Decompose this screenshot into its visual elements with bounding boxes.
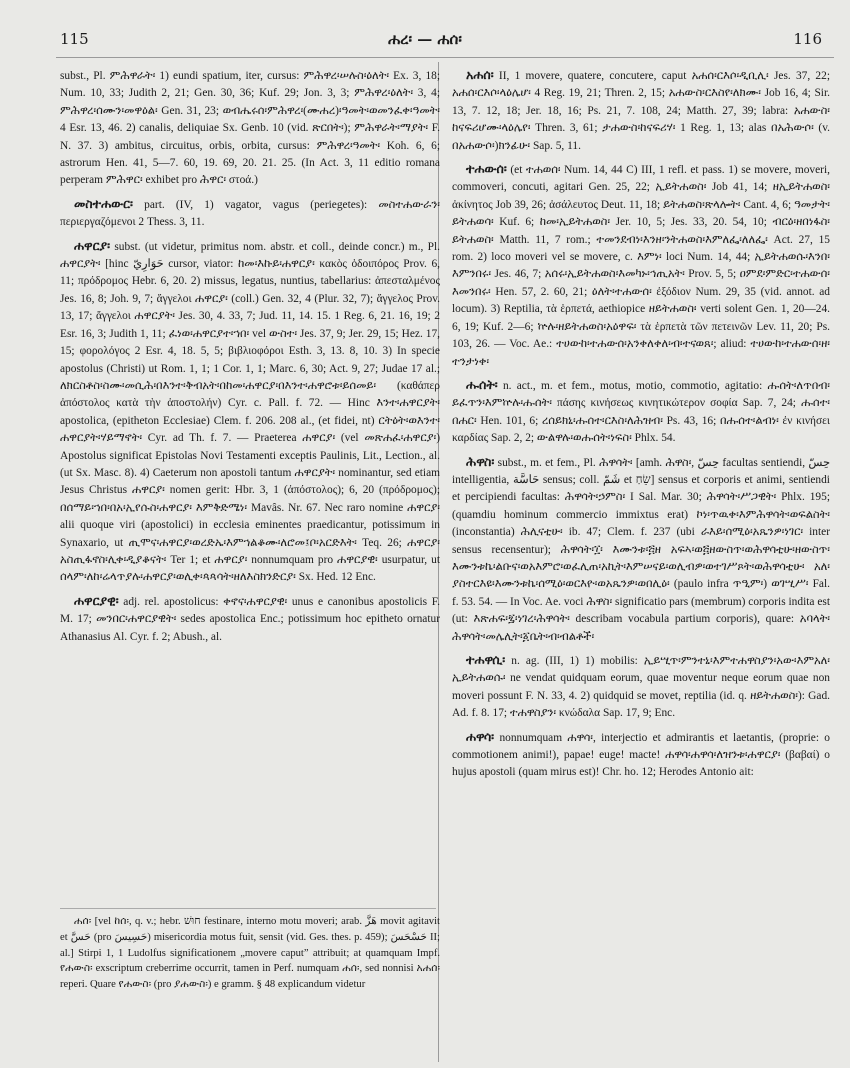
header-rule bbox=[56, 57, 834, 58]
footnote-rule bbox=[60, 908, 436, 909]
page-number-right: 116 bbox=[793, 30, 822, 48]
entry-text: adj. rel. apostolicus: ቀኖና፡ሐዋርያዊ፡ unus e canonibus apostolicis F. M. 17; መንበር፡ሐዋርያዊት፡ sedes apostolica Enc.; potissimum hoc epitheto ornatur Athanasius Al. Cyr. f. 2; Abush., al. bbox=[60, 595, 440, 643]
entry-text: II, 1 movere, quatere, concutere, caput አሐሰ፡ርእሶ፡ዲቢሊ፡ Jes. 37, 22; አሐሰ፡ርእሶ፡ላዕሌሆ፡ 4 Reg. 19, 21; Thren. 2, 15; አሐውስ፡ርእስየ፡ለክሙ፡ Job 16, 4; Sir. 13, 7. 12, 18; Jer. 18, 16; Ps. 21, 7. 108, 24; Matth. 27, 39; labra: አሐውስ፡ከናፍሪሆሙ፡ላዕሌየ፡ Thren. 3, 61; ታሐውስ፡ከናፍሪሃ፡ 1 Reg. 1, 13; alas በአሕውሶ፡ (v. በአሐውሶ፡)ክንፊሁ፡ Sap. 5, 11. bbox=[452, 70, 830, 152]
entry-headword: አሐሰ፡ bbox=[466, 67, 494, 82]
entry-headword: ተሐውሰ፡ bbox=[466, 161, 507, 177]
footnote-text: ሐሰ፡ [vel ከሰ፡, q. v.; hebr. חוּשׁ festinare, interno motu moveri; arab. هَزَّ movit agitavit et حَسَّ (pro حَسِيسَ) misericordia motus fuit, sensit (vid. Ges. thes. p. 459); حَسْحَسَ II; al.] Stirpi 1, 1 Ludolfus significationem „movere caput” attribuit; at quamquam Impf. የሐውስ፡ exscriptum creberrime occurrit, tamen in Perf. numquam ሐሰ፡, sed nonnisi አሐሰ፡ reperi. Quare የሐውስ፡ (pro ያሐውስ፡) e gramm. § 48 explicandum videtur bbox=[60, 916, 440, 991]
dictionary-entry bbox=[60, 592, 440, 646]
entry-headword: ሐዋሳ፡ bbox=[466, 728, 495, 744]
entry-text: subst. (ut videtur, primitus nom. abstr. et coll., deinde concr.) m., Pl. ሐዋርያት፡ [hinc حَوَارِيّ cursor, viator: ከመ፡እኩይ፡ሐዋርያ፡ κακὸς ὁδοιπόρος Prov. 6, 11; πρόδρομος Hebr. 6, 20. 2) missus, legatus, nuntius, tabellarius: ἀπεσταλμένος Jes. 16, 8; Joh. 9, 7; ἄγγελοι ሐዋርያ፡ (coll.) Gen. 32, 4 (Plur. 32, 7); ἄγγελος Prov. 13, 17; ἄγγελοι ሐዋርያት፡ Jes. 30, 4. 33, 7; Jud. 11, 14. 15. 1 Reg. 6, 21. 16, 19; 2 Esr. 16, 3; Judith 1, 11; ፈነወ፡ሐዋርያተ፡ኀበ፡ vel ውስተ፡ Jes. 37, 9; Jer. 29, 15; Hez. 17, 15; φορολόγος 2 Esr. 4, 18. 5, 5; βιβλιοφόροι Esth. 3, 13. 8, 10. 3) In specie apostolus (Christi) ut Rom. 1, 1; 1 Cor. 1, 1; Marc. 6, 30; Act. 9, 27; Judae 17 al.; ለክርስቶስ፡ስሙ፡መሲሕ፡በእንተ፡ቅብአት፡በከመ፡ሐዋርያ፡በእንተ፡ሐዋሮቱ፡ይሰመይ፡ (καθάπερ ἀπόστολος κατὰ τὴν ἀποστολήν) Cyr. c. Pall. f. 72. — Hinc እንተ፡ሐዋርያት፡ apostolica, (epitheton Ecclesiae) Clem. f. 206. 208 al., (et fidei, nt) ርትዕት፡ወእንተ፡ሐዋርያት፡ሃይማኖት፡ Cyr. ad Th. f. 7. — Praeterea ሐዋርያ፡ (vel መጽሐፈ፡ሐዋርያ፡) Apostolus significat Epistolas Novi Testamenti exceptis Paulinis, Lit., Lection., al. (ut Sx. Masc. 8). 4) Caeterum non apostoli tantum ሐዋርያት፡ nominantur, sed etiam Jesus Christus ሐዋርያ፡ nomen gerit: Hbr. 3, 1 (ἀπόστολος); 6, 20 (πρόδρομος); በሰማይ፡ኀበ፡በአ፡ኢየሱስ፡ሐዋርያ፡ እምቅድሜነ፡ Mavâs. Nr. 67. Nec raro nomine ሐዋርያ፡ alii quoque viri (apostolici) in ecclesia eminentes praedicantur, potissimum in Synaxario, ut ጢሞና፡ሐዋርያ፡ወረድኤ፡እምኀልቆሙ፡ለሮመ፤ቦ፡አርድእት፡ Teq. 26; ሐዋርያ፡አስጢፋኖስ፡ሊቀ፡ዲያቆናት፡ Ter 1; et ሐዋርያ፡ nonnumquam pro ሐዋርያዊ፡ usurpatur, ut ሰላም፡ለከ፡ሬላጥያሉ፡ሐዋርያ፡ወሊቀ፡ጳጳሳት፡ዘለእስክንድርያ፡ Sx. Hed. 12 Enc. bbox=[60, 240, 440, 584]
entry-headword: ተሐዋሲ፡ bbox=[466, 652, 506, 667]
right-column bbox=[452, 66, 830, 1062]
dictionary-entry bbox=[452, 651, 830, 723]
dictionary-entry bbox=[452, 160, 830, 371]
dictionary-entry bbox=[60, 66, 440, 190]
entry-text: nonnumquam ሐዋሳ፡, interjectio et admirantis et laetantis, (proprie: o commotionem animi!), papae! euge! macte! ሐዋሳ፡ሐዋሳ፡ለዝንቱ፡ሐዋርያ፡ (βαβαί) o hujus apostoli (quam mirus est)! Chr. ho. 12; Herodes Antonio ait: bbox=[452, 731, 830, 779]
entry-text: (et ተሐወሰ፡ Num. 14, 44 C) III, 1 refl. et pass. 1) se movere, moveri, commoveri, concuti, agitari Gen. 25, 22; ኢይትሐወስ፡ Job 41, 14; ዘኢይትሐወስ፡ ἀκίνητος Job 39, 26; ἀσάλευτος Deut. 11, 18; ይትሐወስ፡ጽላሎት፡ Cant. 4, 6; ዓመታት፡ይትሐወሳ፡ Kuf. 6; ከመ፡ኢይትሐወስ፡ Jer. 10, 5; Jes. 33, 20. 54, 10; ብርዕ፡ዘበነፋስ፡ይትሐወስ፡ Matth. 11, 7 rom.; ተመንደብነ፡እንዘ፡ንትሐወስ፡እምለፌ፡ለለፌ፡ Act. 27, 15 rom. 2) loco moveri vel se movere, c. እምነ፡ loci Num. 14, 44; ኢይትሐወሱ፡እንበ፡እምንበሩ፡ Jes. 46, 7; አሰሩ፡ኢይትሐወስ፡እመካኑ፡ኅጢአት፡ Prov. 5, 5; ዐምደ፡ምድር፡ተሐውሰ፡እመንበሩ፡ Hen. 57, 2. 60, 21; ዕለት፡ተሐውሰ፡ ἐξόδιον Num. 29, 35 (vid. annot. ad locum). 3) Reptilia, τὰ ἑρπετά, aethiopice ዘይትሐወስ፡ verti solent Gen. 1, 20—24. 6, 19; Kuf. 2—6; ኵሉ፡ዘይትሐወስ፡አዕዋፍ፡ τὰ ἑρπετὰ τῶν πετεινῶν Lev. 11, 20; Ps. 103, 26. — Voc. Ae.: ተሀውከ፡ተሐውሰ፡አንቀለቀለ፡ብ፡ተናወጸ፡; aliud: ተሀውከ፡ተሐውሰ፡ዘ፡ተንታነቀ፡ bbox=[452, 164, 830, 368]
dictionary-entry bbox=[452, 728, 830, 782]
entry-text: subst., m. et fem., Pl. ሕዋሳት፡ [amh. ሕዋስ፡, حِسّ facultas sentiendi, حِسّ intelligentia, حَاسَّة sensus; coll. شَمّ et שֵׂחַ] sensus et corporis et animi, sentiendi et percipiendi facultas: ሕዋሳት፡ኃምስ፡ I Sal. Mar. 30; ሕዋሳት፡ሥጋዊት፡ Phlx. 195; (quamdiu hominum commercio immixtus erat) ኮነ፡ጥዉቀ፡እምሕዋሳት፡ወፍልስት፡ (inconstantia) ሕሊናቲሁ፡ ib. 47; Clem. f. 237 (ubi ራእይ፡ሰሚዕ፡አጼንዎ፡ነገር፡ inter sensus recensentur); ሕዋሳት፡፲፡ እሙንቱ፡፭ዘ አፍኣ፡ወ፭ዘውስጥ፡ወሕዋሳቲሁ፡ዘውስጥ፡እሙንቱኬ፡ልቡና፡ወአእምሮ፡ወፈሊጠ፡አኪት፡እምሠናይ፡ወሊብዎ፡ወተገሥጾት፡ወሕዋሳቲሁ፡ አለ፡ያስተርእዩ፡እሙንቱኬ፡ሰሚዕ፡ወርእዮ፡ወአጼንዎ፡ወበሊዕ፡ (paulo infra ጥዒም፡) ወገሢሥ፡ Fal. f. 53. 54. — In Voc. Ae. voci ሕዋስ፡ significatio pars (membrum) corporis indita est (ut: እጽሐፍ፡፯፡ነገረ፡ሕዋሳት፡ describam vocabula partium corporis), quare: አባላት፡ሕዋሳት፡መሌሊት፡፩ቤት፡ብ፡ብልቶች፡ bbox=[452, 456, 830, 643]
entry-text: n. ag. (III, 1) 1) mobilis: ኢይሢጥ፡ምንተኒ፡እምተሐዋስያን፡አው፡እምአለ፡ኢይትሐወሱ፡ ne vendat quidquam eorum, quae moventur neque eorum quae non moveri possunt F. N. 33, 4. 2) quidquid se movet, reptilia (id. q. ዘይትሐወስ፡): Gad. Ad. f. 8. 17; ተሐዋስያን፡ κνώδαλα Sap. 17, 9; Enc. bbox=[452, 655, 830, 720]
entry-text: subst., Pl. ምሕዋራት፡ 1) eundi spatium, iter, cursus: ምሕዋረ፡ሠሉስ፡ዕለት፡ Ex. 3, 18; Num. 10, 33; Judith 2, 21; Gen. 30, 36; Kuf. 29; Jon. 3, 3; ምሕዋረ፡ዕለት፡ 3, 4; ምሕዋረ፡ሰሙን፡መዋዕል፡ Gen. 31, 23; ወብሔሩሰ፡ምሕዋረ፡(ሙሐረ)፡ዓመት፡ወመንፈቀ፡ዓመት፡ 4 Esr. 13, 46. 2) canalis, deliquiae Sx. Genb. 10 (vid. ጽርበት፡); ምሕዋራት፡ማያት፡ F. N. 37. 3) ambitus, circuitus, orbis, orbita, cursus: ምሕዋረ፡ዓመት፡ Koh. 6, 6; astrorum Hen. 41, 5—7. 60, 19. 69, 20. 21. 25. (In Act. 3, 11 editio romana perperam ምሕዋር፡ exhibet pro ሕዋር፡ στοά.) bbox=[60, 70, 440, 187]
dictionary-entry bbox=[452, 66, 830, 155]
dictionary-entry bbox=[452, 453, 830, 646]
dictionary-entry bbox=[60, 237, 440, 587]
running-head: ሐረ፡ — ሐሰ፡ bbox=[388, 30, 462, 48]
page-number-left: 115 bbox=[60, 30, 89, 48]
entry-text: n. act., m. et fem., motus, motio, commotio, agitatio: ሑሰት፡ለጥበብ፡ይፈጥን፡እምኵሉ፡ሑሰት፡ πάσης κινήσεως κινητικώτερον σοφία Sap. 7, 24; ሑሰተ፡በሐር፡ Hen. 101, 6; ረሰይክኒ፡ሑሰተ፡ርእስ፡ለሕዝብ፡ Ps. 43, 16; በሑሰተ፡ልብነ፡ ἐν κινήσει καρδίας Sap. 2, 2; ውልዋሉ፡ወሑሰት፡ነፍስ፡ Phlx. 54. bbox=[452, 379, 830, 445]
entry-headword: ሐዋርያ፡ bbox=[74, 237, 111, 253]
footnote-block bbox=[60, 914, 440, 1064]
dictionary-entry bbox=[60, 195, 440, 232]
entry-headword: መስተሐውር፡ bbox=[74, 195, 133, 211]
left-column bbox=[60, 66, 440, 900]
entry-text: part. (IV, 1) vagator, vagus (periegetes): መስተሐውራን፡ περιεργαζόμενοι 2 Thess. 3, 11. bbox=[60, 198, 440, 229]
entry-headword: ሕዋስ፡ bbox=[466, 453, 495, 469]
dictionary-entry bbox=[452, 376, 830, 448]
entry-headword: ሐዋርያዊ፡ bbox=[74, 592, 119, 608]
entry-headword: ሑሰት፡ bbox=[466, 376, 498, 392]
